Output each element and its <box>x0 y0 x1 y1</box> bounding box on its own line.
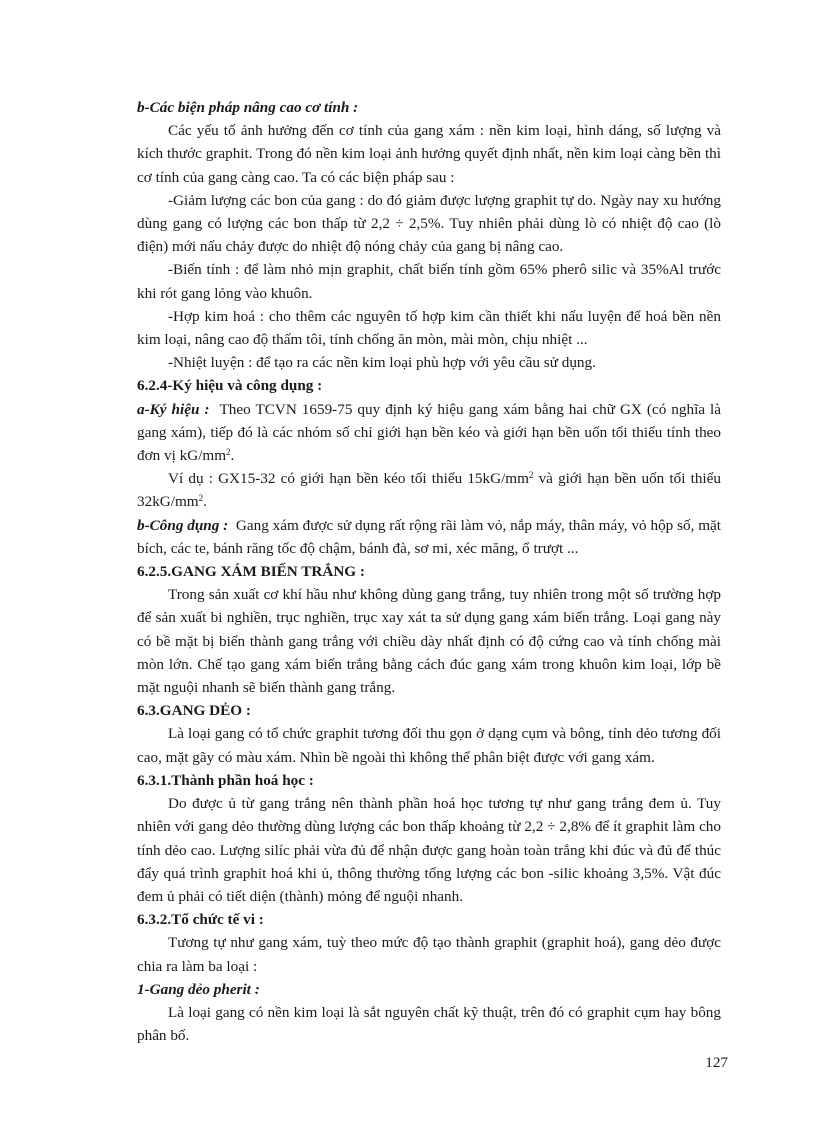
page-number: 127 <box>705 1054 728 1071</box>
section-63-heading: 6.3.GANG DẺO : <box>137 702 251 720</box>
notation-text: Theo TCVN 1659-75 quy định ký hiệu gang xám bằng hai chữ GX (có nghĩa là gang xám), tiếp đó là các nhóm số chỉ giới hạn bền kéo và giới hạn bền uốn tối thiểu tính theo đơn vị kG/mm <box>137 400 722 465</box>
section-625-heading: 6.2.5.GANG XÁM BIẾN TRẮNG : <box>137 563 365 581</box>
measure-alloying: -Hợp kim hoá : cho thêm các nguyên tố hợp kim cần thiết khi nấu luyện để hoá bền nền kim loại, nâng cao độ thấm tôi, tính chống ăn mòn, mài mòn, chịu nhiệt ... <box>137 307 721 349</box>
usage-text: Gang xám được sử dụng rất rộng rãi làm vỏ, nắp máy, thân máy, vỏ hộp số, mặt bích, các te, bánh răng tốc độ chậm, bánh đà, sơ mi, xéc măng, ổ trượt ... <box>137 516 722 557</box>
period: . <box>230 447 235 465</box>
measure-modification: -Biến tính : để làm nhỏ mịn graphit, chất biến tính gồm 65% pherô silic và 35%Al trước khi rót gang lỏng vào khuôn. <box>137 261 721 302</box>
paragraph-example <box>137 467 721 513</box>
section-631-heading: 6.3.1.Thành phần hoá học : <box>137 771 314 789</box>
paragraph-625: Trong sản xuất cơ khí hầu như không dùng gang trắng, tuy nhiên trong một số trường hợp để sản xuất bi nghiền, trục nghiền, trục xay xát ta sử dụng gang xám biến trắng. Loại gang này có bề mặt bị biến thành gang trắng với chiều dày nhất định có độ cứng cao và tính chống mài mòn lớn. Chế tạo gang xám biến trắng bằng cách đúc gang xám trong khuôn kim loại, lớp bề mặt nguội nhanh sẽ biến thành gang trắng. <box>137 586 721 697</box>
paragraph-63: Là loại gang có tổ chức graphit tương đối thu gọn ở dạng cụm và bông, tính dẻo tương đối cao, mặt gãy có màu xám. Nhìn bề ngoài thì không thể phân biệt được với gang xám. <box>137 725 721 766</box>
section-624-heading: 6.2.4-Ký hiệu và công dụng : <box>137 377 323 395</box>
measure-reduce-carbon: -Giảm lượng các bon của gang : do đó giảm được lượng graphit tự do. Ngày nay xu hướng dùng gang có lượng các bon thấp từ 2,2 ÷ 2,5%. Tuy nhiên phải dùng lò có nhiệt độ cao (lò điện) mới nấu chảy được do nhiệt độ nóng chảy của gang bị nâng cao. <box>137 191 721 256</box>
usage-label: b-Công dụng : <box>137 516 229 534</box>
example-text-b: và giới hạn bền uốn tối thiểu 32kG/mm <box>137 470 721 511</box>
notation-label: a-Ký hiệu : <box>137 400 210 418</box>
section-b-heading: b-Các biện pháp nâng cao cơ tính : <box>137 99 359 116</box>
section-632-heading: 6.3.2.Tổ chức tế vi : <box>137 911 264 929</box>
superscript: 2 <box>198 493 204 504</box>
measure-heat-treatment: -Nhiệt luyện : để tạo ra các nền kim loại phù hợp với yêu cầu sử dụng. <box>168 354 596 372</box>
example-text-a: Ví dụ : GX15-32 có giới hạn bền kéo tối thiểu 15kG/mm <box>168 470 529 488</box>
period: . <box>203 493 207 511</box>
superscript: 2 <box>528 470 534 481</box>
superscript: 2 <box>226 447 231 458</box>
paragraph-631: Do được ủ từ gang trắng nên thành phần hoá học tương tự như gang trắng đem ủ. Tuy nhiên với gang dẻo thường dùng lượng các bon thấp khoảng từ 2,2 ÷ 2,8% để ít graphit làm cho tính dẻo cao. Lượng silíc phải vừa đủ để nhận được gang hoàn toàn trắng khi đúc và đủ để thúc đẩy quá trình graphit hoá khi ủ, thông thường tổng lượng các bon -silic khoảng 3,5%. Vật đúc đem ủ phải có tiết diện (thành) mỏng để nguội nhanh. <box>137 795 721 905</box>
page-body <box>137 96 721 1047</box>
paragraph-usage <box>137 514 721 560</box>
paragraph-b-intro: Các yếu tố ảnh hưởng đến cơ tính của gang xám : nền kim loại, hình dáng, số lượng và kích thước graphit. Trong đó nền kim loại ảnh hưởng quyết định nhất, nền kim loại càng bền thì cơ tính của gang càng cao. Ta có các biện pháp sau : <box>137 122 721 186</box>
ferritic-heading: 1-Gang dẻo pherit : <box>137 980 260 998</box>
paragraph-632: Tương tự như gang xám, tuỳ theo mức độ tạo thành graphit (graphit hoá), gang dẻo được chia ra làm ba loại : <box>137 934 721 975</box>
paragraph-notation <box>137 398 721 468</box>
paragraph-ferritic: Là loại gang có nền kim loại là sắt nguyên chất kỹ thuật, trên đó có graphit cụm hay bông phân bố. <box>137 1003 721 1045</box>
